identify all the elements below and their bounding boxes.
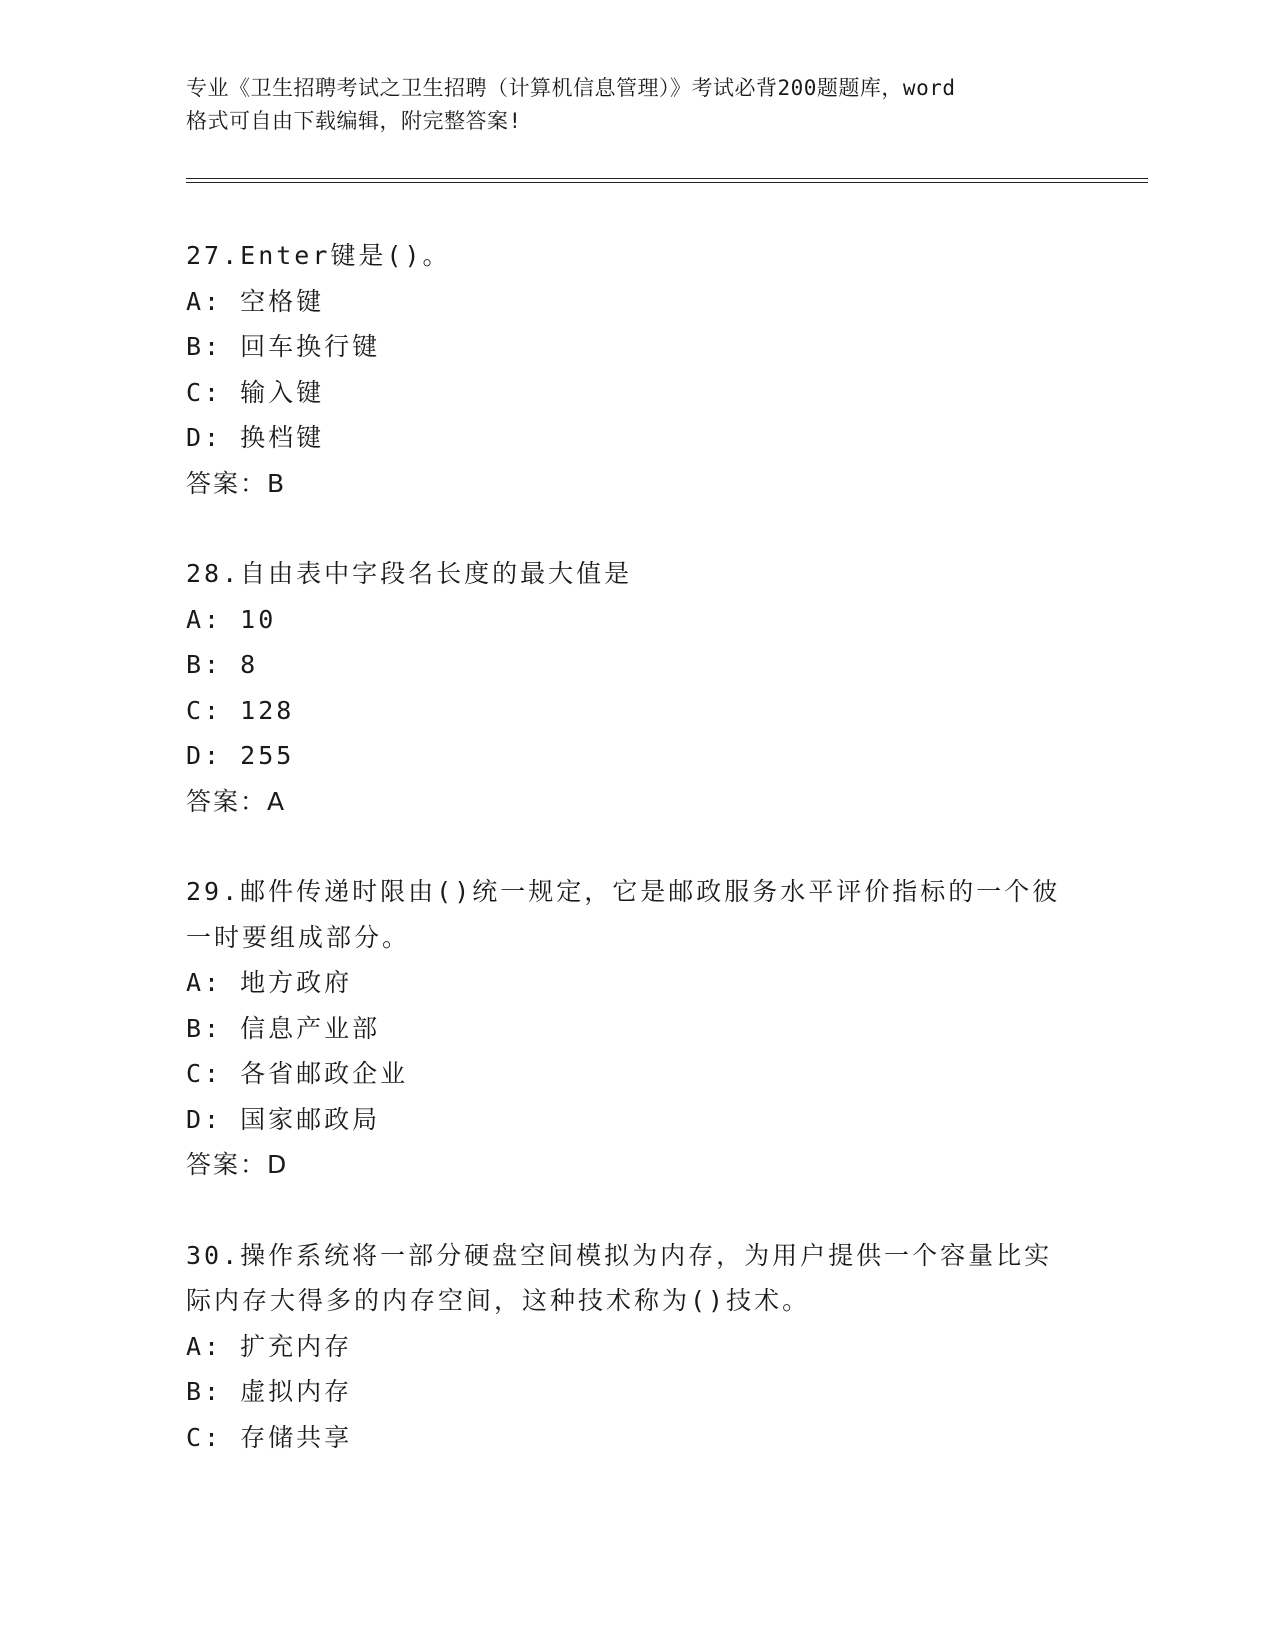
option-c: C: 128 xyxy=(186,695,295,725)
option-d: D: 255 xyxy=(186,741,295,770)
option-c: C: 输入键 xyxy=(186,377,325,407)
question-30 xyxy=(186,1233,1086,1461)
question-29 xyxy=(186,869,1086,1188)
option-a: A: 空格键 xyxy=(186,286,325,316)
option-c: C: 各省邮政企业 xyxy=(186,1059,409,1088)
question-stem: 28.自由表中字段名长度的最大值是 xyxy=(186,559,633,588)
option-b: B: 8 xyxy=(186,650,259,679)
question-stem-line-1: 30.操作系统将一部分硬盘空间模拟为内存，为用户提供一个容量比实 xyxy=(186,1240,1053,1270)
question-27 xyxy=(186,233,1086,506)
option-a: A: 10 xyxy=(186,604,277,634)
question-28 xyxy=(186,551,1086,824)
header-line-1: 专业《卫生招聘考试之卫生招聘（计算机信息管理）》考试必背200题题库，word xyxy=(186,76,956,100)
option-c: C: 存储共享 xyxy=(186,1422,353,1452)
answer-label: 答案：A xyxy=(186,786,287,816)
option-d: D: 国家邮政局 xyxy=(186,1104,381,1134)
answer-label: 答案：D xyxy=(186,1150,289,1179)
document-header xyxy=(186,72,1086,138)
header-line-2: 格式可自由下载编辑，附完整答案! xyxy=(186,109,522,133)
question-stem-line-2: 际内存大得多的内存空间，这种技术称为()技术。 xyxy=(186,1286,811,1315)
answer-label: 答案：B xyxy=(186,468,287,498)
option-a: A: 扩充内存 xyxy=(186,1331,353,1361)
question-stem: 27.Enter键是()。 xyxy=(186,241,451,270)
option-b: B: 回车换行键 xyxy=(186,332,381,361)
option-b: B: 信息产业部 xyxy=(186,1013,381,1043)
option-d: D: 换档键 xyxy=(186,423,325,452)
option-b: B: 虚拟内存 xyxy=(186,1377,353,1406)
question-list xyxy=(186,233,1086,1505)
header-double-rule xyxy=(186,178,1148,183)
question-stem-line-1: 29.邮件传递时限由()统一规定，它是邮政服务水平评价指标的一个彼 xyxy=(186,877,1061,906)
option-a: A: 地方政府 xyxy=(186,968,353,997)
question-stem-line-2: 一时要组成部分。 xyxy=(186,922,411,952)
